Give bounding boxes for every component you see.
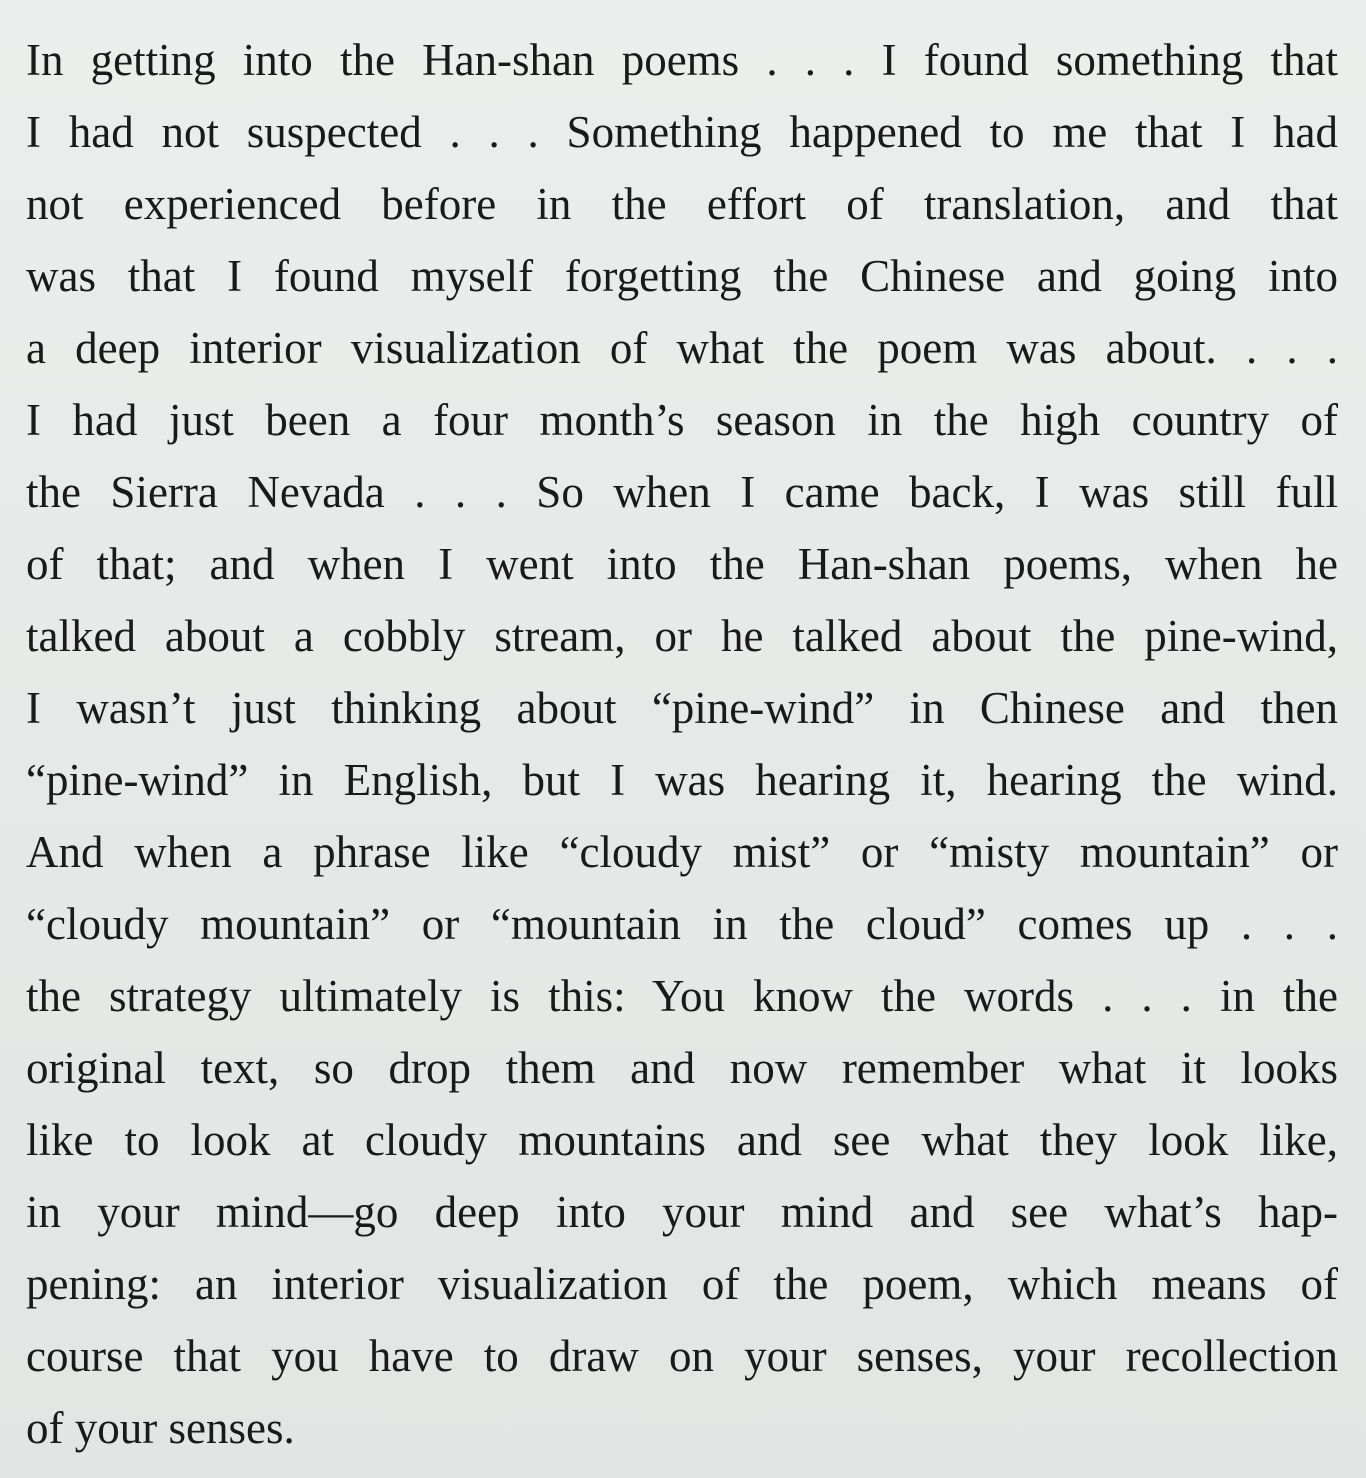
text-line-9: talked about a cobbly stream, or he talked about the pine-wind, xyxy=(26,611,1338,661)
text-line-16: like to look at cloudy mountains and see what they look like, xyxy=(26,1115,1338,1165)
text-line-2: I had not suspected . . . Something happened to me that I had xyxy=(26,107,1338,157)
text-line-20: of your senses. xyxy=(26,1403,295,1453)
text-line-6: I had just been a four month’s season in the high country of xyxy=(26,395,1338,445)
text-line-17: in your mind—go deep into your mind and see what’s hap- xyxy=(26,1187,1338,1237)
text-line-18: pening: an interior visualization of the poem, which means of xyxy=(26,1259,1338,1309)
text-line-14: the strategy ultimately is this: You know the words . . . in the xyxy=(26,971,1338,1021)
text-line-10: I wasn’t just thinking about “pine-wind” in Chinese and then xyxy=(26,683,1338,733)
text-line-3: not experienced before in the effort of translation, and that xyxy=(26,179,1338,229)
text-line-19: course that you have to draw on your senses, your recollection xyxy=(26,1331,1338,1381)
text-line-15: original text, so drop them and now remember what it looks xyxy=(26,1043,1338,1093)
text-line-1: In getting into the Han-shan poems . . . I found something that xyxy=(26,35,1338,85)
text-line-11: “pine-wind” in English, but I was hearing it, hearing the wind. xyxy=(26,755,1338,805)
text-line-5: a deep interior visualization of what the poem was about. . . . xyxy=(26,323,1338,373)
text-line-13: “cloudy mountain” or “mountain in the cloud” comes up . . . xyxy=(26,899,1338,949)
text-line-8: of that; and when I went into the Han-shan poems, when he xyxy=(26,539,1338,589)
text-line-7: the Sierra Nevada . . . So when I came back, I was still full xyxy=(26,467,1338,517)
passage-text xyxy=(26,24,1338,1464)
text-line-12: And when a phrase like “cloudy mist” or “misty mountain” or xyxy=(26,827,1338,877)
text-line-4: was that I found myself forgetting the Chinese and going into xyxy=(26,251,1338,301)
